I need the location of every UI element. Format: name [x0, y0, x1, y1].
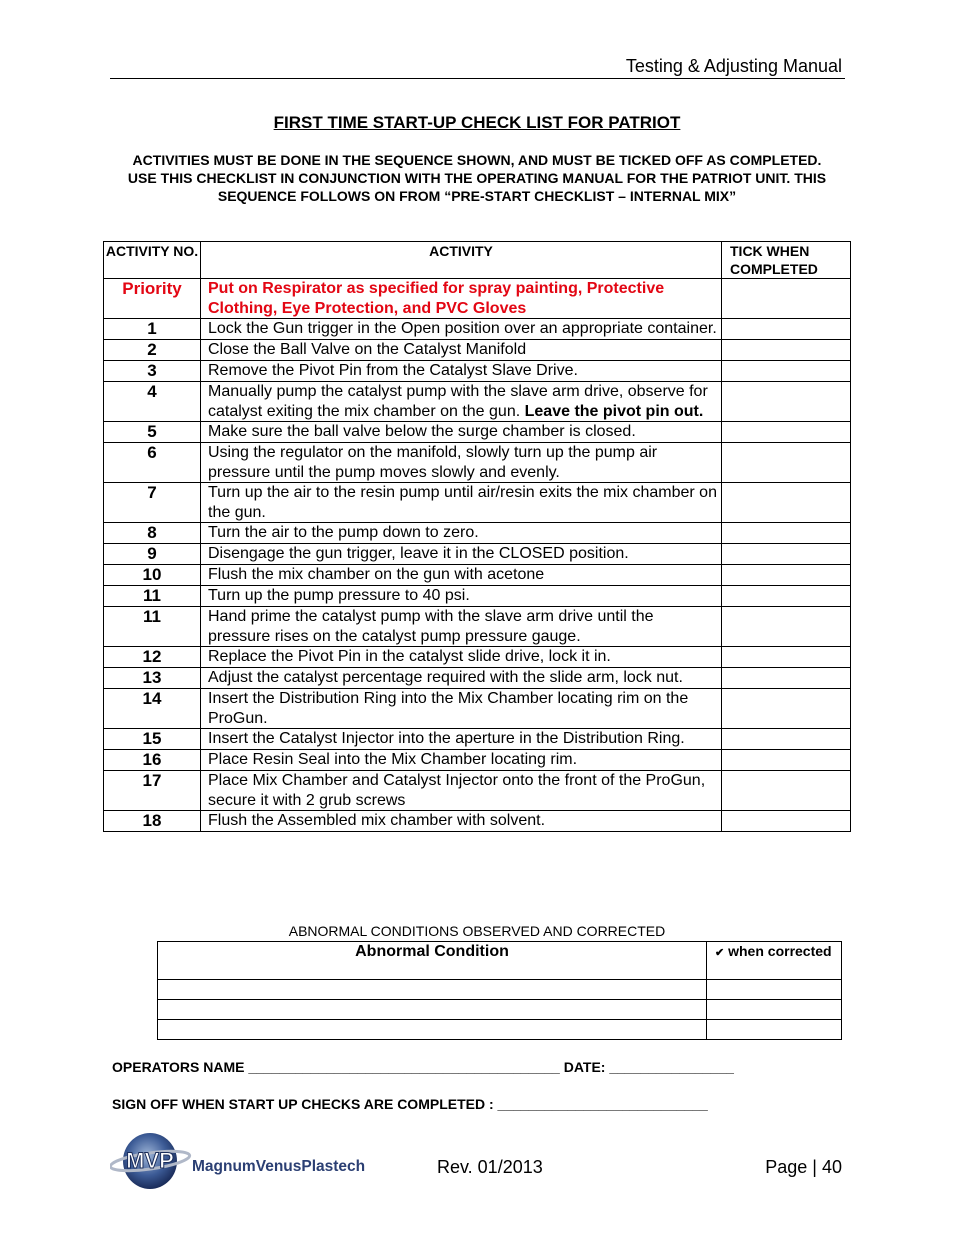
- header-activity-no: ACTIVITY NO.: [104, 242, 201, 279]
- activity-description: Turn up the pump pressure to 40 psi.: [208, 587, 470, 604]
- activity-text: [201, 811, 722, 832]
- checklist-row: [104, 483, 851, 523]
- header-divider: [110, 78, 845, 79]
- checklist-row: [104, 750, 851, 771]
- page-title: FIRST TIME START-UP CHECK LIST FOR PATRIOT: [273, 113, 681, 132]
- activity-text: [201, 340, 722, 361]
- activity-text: [201, 523, 722, 544]
- activity-number: 11: [104, 607, 201, 647]
- tick-box[interactable]: [722, 523, 851, 544]
- checklist-row: [104, 668, 851, 689]
- checklist-row: [104, 443, 851, 483]
- activity-description: Make sure the ball valve below the surge chamber is closed.: [208, 423, 636, 440]
- checklist-row: [104, 729, 851, 750]
- activity-description: Turn the air to the pump down to zero.: [208, 524, 479, 541]
- activity-text: [201, 443, 722, 483]
- checklist-row: [104, 647, 851, 668]
- tick-box[interactable]: [722, 340, 851, 361]
- activity-text: [201, 565, 722, 586]
- tick-box[interactable]: [722, 483, 851, 523]
- logo-text: MagnumVenusPlastech: [192, 1158, 366, 1175]
- activity-number: 4: [104, 382, 201, 422]
- tick-box[interactable]: [722, 565, 851, 586]
- activity-description: Turn up the air to the resin pump until air/resin exits the mix chamber on the gun.: [208, 484, 717, 521]
- when-corrected-header: [707, 942, 842, 980]
- checklist-header-row: [104, 242, 851, 279]
- abnormal-row: [158, 980, 842, 1000]
- activity-number: 10: [104, 565, 201, 586]
- activity-number: 8: [104, 523, 201, 544]
- activity-description: Place Mix Chamber and Catalyst Injector onto the front of the ProGun, secure it with 2 grub screws: [208, 772, 706, 809]
- abnormal-condition-cell[interactable]: [158, 1000, 707, 1020]
- activity-number: 11: [104, 586, 201, 607]
- checklist-row: [104, 340, 851, 361]
- corrected-cell[interactable]: [707, 1020, 842, 1040]
- activity-text: [201, 382, 722, 422]
- activity-number: 2: [104, 340, 201, 361]
- checklist-row: [104, 771, 851, 811]
- activity-number: 14: [104, 689, 201, 729]
- abnormal-condition-cell[interactable]: [158, 1020, 707, 1040]
- abnormal-condition-cell[interactable]: [158, 980, 707, 1000]
- tick-box[interactable]: [722, 771, 851, 811]
- checkmark-icon: ✔: [715, 947, 725, 959]
- tick-box[interactable]: [722, 361, 851, 382]
- tick-box[interactable]: [722, 729, 851, 750]
- activity-number: 12: [104, 647, 201, 668]
- when-corrected-label: when corrected: [728, 943, 832, 959]
- activity-text: [201, 607, 722, 647]
- activity-description: Remove the Pivot Pin from the Catalyst Slave Drive.: [208, 362, 578, 379]
- abnormal-table: [157, 941, 842, 1040]
- checklist-row: [104, 523, 851, 544]
- abnormal-row: [158, 1020, 842, 1040]
- activity-text: [201, 750, 722, 771]
- activity-text: [201, 483, 722, 523]
- abnormal-row: [158, 1000, 842, 1020]
- activity-description: Lock the Gun trigger in the Open position over an appropriate container.: [208, 320, 717, 337]
- activity-description: Insert the Catalyst Injector into the aperture in the Distribution Ring.: [208, 730, 685, 747]
- header-tick: TICK WHEN COMPLETED: [722, 242, 851, 279]
- tick-box[interactable]: [722, 586, 851, 607]
- activity-text: [201, 319, 722, 340]
- activity-text: [201, 689, 722, 729]
- abnormal-condition-header: Abnormal Condition: [158, 942, 707, 980]
- activity-description: Place Resin Seal into the Mix Chamber locating rim.: [208, 751, 578, 768]
- tick-box[interactable]: [722, 544, 851, 565]
- activity-description: Hand prime the catalyst pump with the slave arm drive until the pressure rises on the catalyst pump pressure gauge.: [208, 608, 654, 645]
- revision-label: Rev. 01/2013: [437, 1157, 543, 1177]
- activity-number: 5: [104, 422, 201, 443]
- activity-description: Flush the mix chamber on the gun with acetone: [208, 566, 545, 583]
- mvp-logo-icon: [110, 1131, 410, 1193]
- checklist-table: [103, 241, 851, 832]
- activity-number: 17: [104, 771, 201, 811]
- tick-box[interactable]: [722, 443, 851, 483]
- activity-description: Adjust the catalyst percentage required with the slide arm, lock nut.: [208, 669, 683, 686]
- company-logo: [110, 1131, 410, 1193]
- checklist-row: [104, 586, 851, 607]
- manual-title: Testing & Adjusting Manual: [625, 56, 842, 76]
- activity-text: [201, 361, 722, 382]
- activity-number: 6: [104, 443, 201, 483]
- checklist-row: [104, 689, 851, 729]
- checklist-row: [104, 319, 851, 340]
- page-number: Page | 40: [765, 1157, 842, 1177]
- checklist-row: [104, 607, 851, 647]
- checklist-row: [104, 382, 851, 422]
- activity-description: Using the regulator on the manifold, slowly turn up the pump air pressure until the pump moves slowly and evenly.: [208, 444, 658, 481]
- activity-description: Disengage the gun trigger, leave it in the CLOSED position.: [208, 545, 629, 562]
- tick-box[interactable]: [722, 279, 851, 319]
- activity-text: [201, 729, 722, 750]
- abnormal-caption: ABNORMAL CONDITIONS OBSERVED AND CORRECTED: [288, 923, 666, 939]
- activity-number: 1: [104, 319, 201, 340]
- activity-number: 7: [104, 483, 201, 523]
- logo-initials: MVP: [126, 1148, 174, 1173]
- activity-description: Flush the Assembled mix chamber with solvent.: [208, 812, 546, 829]
- priority-label: Priority: [104, 279, 201, 319]
- activity-description: Replace the Pivot Pin in the catalyst slide drive, lock it in.: [208, 648, 611, 665]
- activity-text: [201, 771, 722, 811]
- activity-number: 13: [104, 668, 201, 689]
- checklist-priority-row: [104, 279, 851, 319]
- activity-number: 16: [104, 750, 201, 771]
- checklist-row: [104, 422, 851, 443]
- activity-text: [201, 668, 722, 689]
- activity-text: [201, 422, 722, 443]
- signoff-line: SIGN OFF WHEN START UP CHECKS ARE COMPLETED : ___________________________: [112, 1096, 708, 1112]
- tick-box[interactable]: [722, 689, 851, 729]
- tick-box[interactable]: [722, 319, 851, 340]
- activity-text: [201, 544, 722, 565]
- activity-number: 18: [104, 811, 201, 832]
- tick-box[interactable]: [722, 668, 851, 689]
- abnormal-header-row: [158, 942, 842, 980]
- tick-box[interactable]: [722, 382, 851, 422]
- operator-name-line: OPERATORS NAME ________________________________________ DATE: ________________: [112, 1059, 734, 1075]
- activity-emphasis: Leave the pivot pin out.: [524, 402, 704, 420]
- checklist-row: [104, 544, 851, 565]
- activity-text: [201, 586, 722, 607]
- checklist-row: [104, 565, 851, 586]
- activity-number: 15: [104, 729, 201, 750]
- activity-number: 3: [104, 361, 201, 382]
- instructions-text: ACTIVITIES MUST BE DONE IN THE SEQUENCE SHOWN, AND MUST BE TICKED OFF AS COMPLETED. USE THIS CHECKLIST IN CONJUNCTION WITH THE OPERATING MANUAL FOR THE PATRIOT UNIT. THIS SEQUENCE FOLLOWS ON FROM “PRE-START CHECKLIST – INTERNAL MIX”: [127, 152, 827, 204]
- tick-box[interactable]: [722, 422, 851, 443]
- tick-box[interactable]: [722, 750, 851, 771]
- corrected-cell[interactable]: [707, 980, 842, 1000]
- checklist-row: [104, 811, 851, 832]
- tick-box[interactable]: [722, 607, 851, 647]
- activity-description: Close the Ball Valve on the Catalyst Manifold: [208, 341, 527, 358]
- activity-description: Insert the Distribution Ring into the Mix Chamber locating rim on the ProGun.: [208, 690, 689, 727]
- tick-box[interactable]: [722, 811, 851, 832]
- checklist-row: [104, 361, 851, 382]
- activity-text: [201, 647, 722, 668]
- priority-text: Put on Respirator as specified for spray painting, Protective Clothing, Eye Protection, and PVC Gloves: [201, 279, 722, 319]
- header-activity: ACTIVITY: [201, 242, 722, 279]
- activity-number: 9: [104, 544, 201, 565]
- activity-description: Manually pump the catalyst pump with the slave arm drive, observe for catalyst exiting the mix chamber on the gun.: [208, 383, 708, 420]
- tick-box[interactable]: [722, 647, 851, 668]
- corrected-cell[interactable]: [707, 1000, 842, 1020]
